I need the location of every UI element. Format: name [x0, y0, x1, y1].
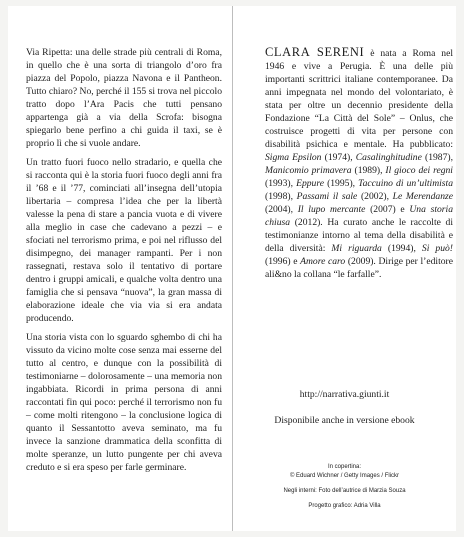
work-detail: (2007) e — [365, 204, 410, 215]
author-bio — [265, 46, 453, 281]
front-flap — [8, 6, 233, 531]
work-title: Amore caro — [300, 256, 346, 267]
graphic-design-credit: Progetto grafico: Adria Villa — [308, 503, 381, 509]
bio-intro: è nata a Roma nel 1946 e vive a Perugia. È una delle più importanti scrittrici italiane contemporanee. Da anni impegnata nel mondo del volontariato, è stata per oltre un decennio presidente della Fondazione “La Città del Sole” – Onlus, che costruisce progetti di vita per persone con disabilità psichica e mentale. Ha pubblicato: — [265, 48, 454, 150]
work-detail: (2004), — [265, 204, 298, 215]
cover-credit-label: In copertina: — [327, 464, 362, 470]
blurb-paragraph-1: Via Ripetta: una delle strade più centrali di Roma, in quello che è una sorta di triangolo d’oro fra piazza del Popolo, piazza Navona e il Pantheon. Tutto chiaro? No, perché il 155 si trova nel piccolo tratto dopo l’Ara Pacis che tutti pensano appartenga già a via della Scrofa: bisogna spiegarlo bene perfino a chi guida il taxi, se è proprio lì che si vuole andare. — [26, 47, 222, 149]
work-detail: (2009). Dirige per l’editore ali&no la collana “le farfalle”. — [265, 256, 453, 280]
work-title: Manicomio primavera — [265, 165, 352, 176]
back-flap — [233, 6, 456, 531]
credits-block — [233, 463, 456, 511]
blurb-paragraph-2: Un tratto fuori fuoco nello stradario, e quella che si racconta qui è la storia fuori fuoco degli anni fra il ’68 e il ’77, cominciati all’insegna dell’utopia libertaria – compresa l’idea che per la libertà valesse la pena di stare a pancia vuota e di vivere alla meglio in case che cadevano a pezzi – e sfociati nel terrorismo prima, e poi nel riflusso del disimpegno, dei manager rampanti. Per i non rassegnati, restava solo il tentativo di portare dentro i gruppi amicali, e qualche volta dentro una famiglia che si pensava “nuova”, la gran massa di elaborazione ideale che via via si era andata producendo. — [26, 157, 222, 324]
cover-credit: © Eduard Wichner / Getty Images / Flickr — [289, 473, 400, 479]
work-detail: (1994), — [381, 243, 422, 254]
work-title: Taccuino di un’ultimista — [358, 178, 453, 189]
work-detail: (1989), — [351, 165, 386, 176]
blurb-paragraph-3: Una storia vista con lo sguardo sghembo di chi ha vissuto da vicino molte cose senza mai esserne del tutto al centro, e dunque con la possibilità di testimoniarne – dolorosamente – una memoria non ingabbiata. Ricordi in prima persona di anni raccontati fin qui poco: perché il terrorismo non fu – come molti ritengono – la conclusione logica di quanto il Sessantotto aveva seminato, ma fu invece la sanzione drammatica della sconfitta di molte speranze, un lutto pungente per chi aveva creduto e si era speso per farle germinare. — [26, 332, 222, 473]
work-detail: (1987), — [421, 152, 453, 163]
work-detail: (1996) e — [265, 256, 301, 267]
work-detail: (1974), — [321, 152, 356, 163]
work-title: Mi riguarda — [331, 243, 382, 254]
book-flaps-spread — [8, 6, 456, 531]
work-detail: (1998), — [265, 191, 297, 202]
publisher-website-link[interactable]: http://narrativa.giunti.it — [299, 389, 390, 400]
work-title: Passami il sale — [296, 191, 358, 202]
work-detail: (1993), — [265, 178, 297, 189]
interior-photo-credit: Negli interni: Foto dell’autrice di Marzia Souza — [283, 488, 406, 494]
work-title: Eppure — [296, 178, 324, 189]
work-detail: (2012). Ha curato anche le raccolte di testimonianze intorno al tema della disabilità e della diversità: — [265, 217, 453, 254]
work-title: Il lupo mercante — [297, 204, 366, 215]
ebook-availability-note: Disponibile anche in versione ebook — [274, 415, 415, 426]
blurb-text — [26, 46, 222, 480]
work-title: Casalinghitudine — [355, 152, 422, 163]
work-title: Sigma Epsilon — [265, 152, 322, 163]
work-detail: (1995), — [323, 178, 359, 189]
work-title: Si può! — [421, 243, 453, 254]
work-title: Una storia chiusa — [265, 204, 454, 228]
author-name: CLARA SERENI — [265, 45, 365, 59]
work-title: Le Merendanze — [392, 191, 453, 202]
work-title: Il gioco dei regni — [385, 165, 453, 176]
work-detail: (2002), — [357, 191, 393, 202]
